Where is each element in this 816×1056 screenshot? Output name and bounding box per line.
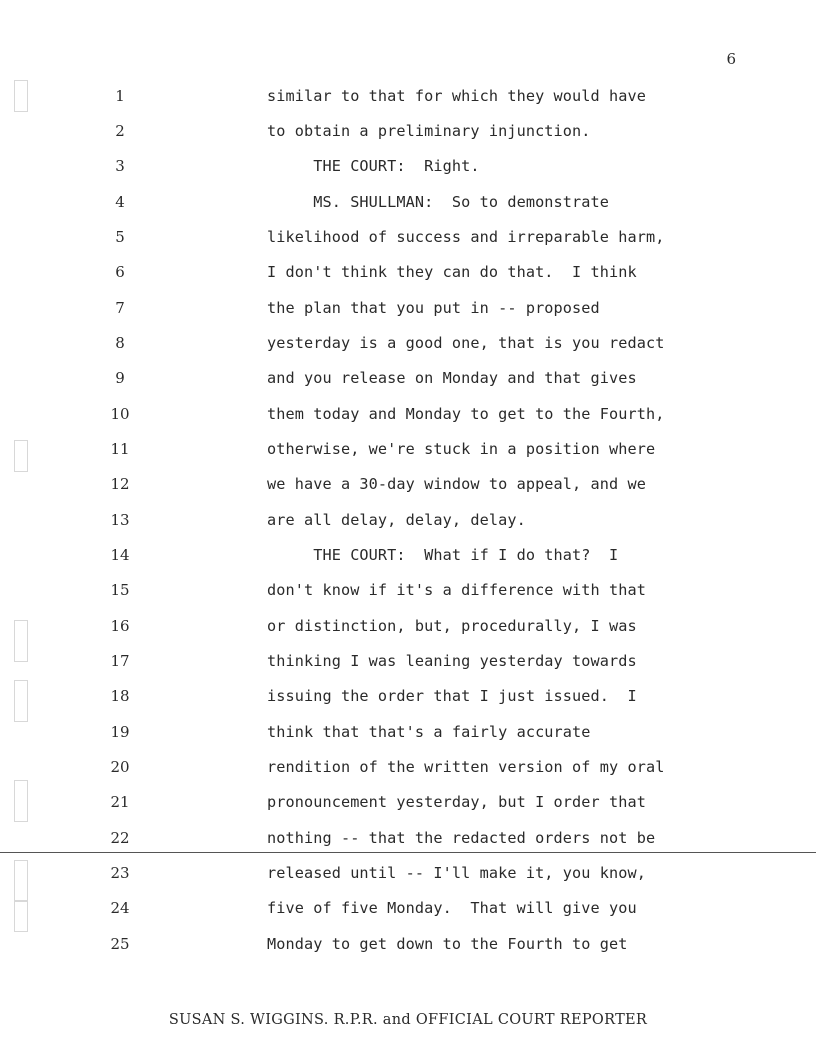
line-text: or distinction, but, procedurally, I was — [267, 617, 637, 635]
line-text: five of five Monday. That will give you — [267, 899, 637, 917]
line-number: 22 — [110, 829, 130, 847]
transcript-line — [0, 896, 816, 920]
line-number: 9 — [115, 369, 125, 387]
line-number: 8 — [115, 334, 125, 352]
transcript-line — [0, 296, 816, 320]
line-number: 23 — [110, 864, 130, 882]
horizontal-rule — [0, 852, 816, 853]
line-text: thinking I was leaning yesterday towards — [267, 652, 637, 670]
transcript-line — [0, 119, 816, 143]
line-number: 19 — [110, 723, 130, 741]
transcript-line — [0, 366, 816, 390]
line-text: don't know if it's a difference with that — [267, 581, 646, 599]
line-text: the plan that you put in -- proposed — [267, 299, 600, 317]
line-text: and you release on Monday and that gives — [267, 369, 637, 387]
line-text: released until -- I'll make it, you know, — [267, 864, 646, 882]
line-number: 12 — [110, 475, 130, 493]
line-text: Monday to get down to the Fourth to get — [267, 935, 628, 953]
transcript-line — [0, 331, 816, 355]
transcript-line — [0, 720, 816, 744]
line-number: 7 — [115, 299, 125, 317]
page-footer: SUSAN S. WIGGINS. R.P.R. and OFFICIAL COURT REPORTER — [168, 1012, 648, 1028]
line-text: THE COURT: What if I do that? I — [267, 546, 619, 564]
line-text: rendition of the written version of my oral — [267, 758, 665, 776]
line-text: likelihood of success and irreparable harm, — [267, 228, 665, 246]
page-number: 6 — [726, 50, 736, 68]
line-text: I don't think they can do that. I think — [267, 263, 637, 281]
transcript-line — [0, 225, 816, 249]
transcript-line — [0, 437, 816, 461]
transcript-line — [0, 861, 816, 885]
transcript-line — [0, 402, 816, 426]
line-number: 25 — [110, 935, 130, 953]
line-text: to obtain a preliminary injunction. — [267, 122, 591, 140]
line-text: we have a 30-day window to appeal, and we — [267, 475, 646, 493]
line-text: THE COURT: Right. — [267, 157, 480, 175]
transcript-line — [0, 472, 816, 496]
line-text: issuing the order that I just issued. I — [267, 687, 637, 705]
transcript-line — [0, 508, 816, 532]
line-number: 1 — [115, 87, 125, 105]
transcript-line — [0, 578, 816, 602]
line-text: MS. SHULLMAN: So to demonstrate — [267, 193, 610, 211]
transcript-line — [0, 684, 816, 708]
transcript-line — [0, 543, 816, 567]
line-number: 21 — [110, 793, 130, 811]
transcript-line — [0, 614, 816, 638]
transcript-line — [0, 154, 816, 178]
transcript-line — [0, 790, 816, 814]
line-text: similar to that for which they would have — [267, 87, 646, 105]
line-text: think that that's a fairly accurate — [267, 723, 591, 741]
line-number: 24 — [110, 899, 130, 917]
line-number: 3 — [115, 157, 125, 175]
line-number: 13 — [110, 511, 130, 529]
line-text: otherwise, we're stuck in a position where — [267, 440, 656, 458]
transcript-line — [0, 826, 816, 850]
line-number: 10 — [110, 405, 130, 423]
line-text: them today and Monday to get to the Fourth, — [267, 405, 665, 423]
transcript-line — [0, 190, 816, 214]
line-text: are all delay, delay, delay. — [267, 511, 526, 529]
transcript-line — [0, 932, 816, 956]
line-number: 17 — [110, 652, 130, 670]
line-number: 20 — [110, 758, 130, 776]
line-number: 4 — [115, 193, 125, 211]
transcript-line — [0, 84, 816, 108]
transcript-line — [0, 260, 816, 284]
line-number: 15 — [110, 581, 130, 599]
transcript-line — [0, 755, 816, 779]
transcript-line — [0, 649, 816, 673]
line-number: 5 — [115, 228, 125, 246]
line-number: 18 — [110, 687, 130, 705]
line-text: nothing -- that the redacted orders not be — [267, 829, 656, 847]
line-number: 6 — [115, 263, 125, 281]
line-number: 2 — [115, 122, 125, 140]
line-number: 14 — [110, 546, 130, 564]
line-text: pronouncement yesterday, but I order that — [267, 793, 646, 811]
line-text: yesterday is a good one, that is you redact — [267, 334, 665, 352]
line-number: 16 — [110, 617, 130, 635]
line-number: 11 — [110, 440, 130, 458]
